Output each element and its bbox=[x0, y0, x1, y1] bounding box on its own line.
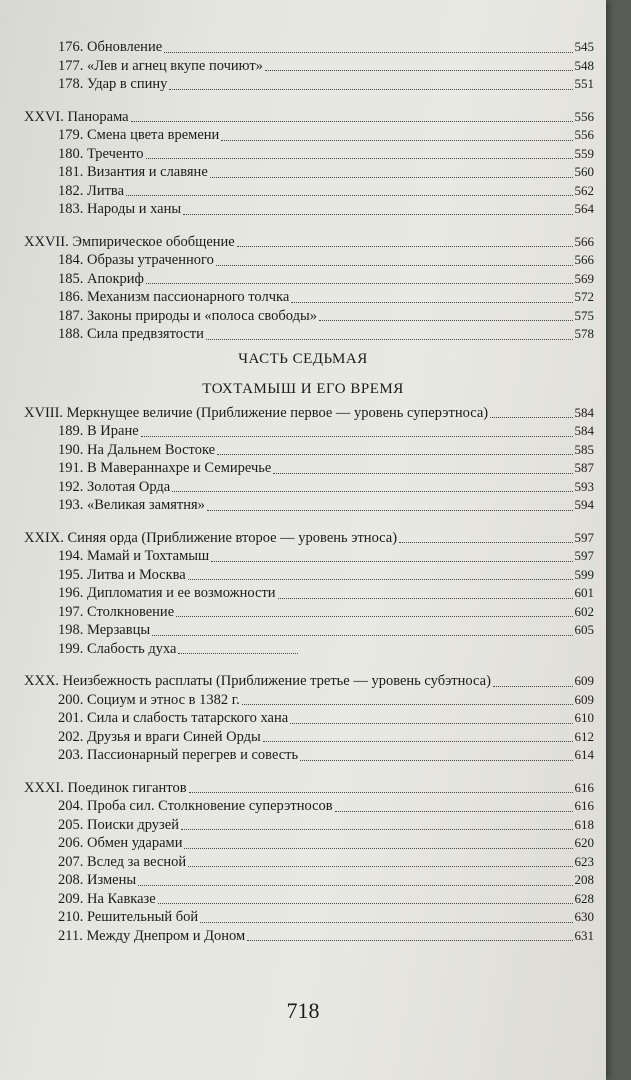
entry-title: 199. Слабость духа bbox=[58, 640, 177, 657]
entry-title: 206. Обмен ударами bbox=[58, 835, 183, 851]
toc-chapter-entry bbox=[0, 404, 606, 423]
toc-section-entry bbox=[0, 126, 606, 145]
entry-page-number: 609 bbox=[574, 673, 594, 688]
leader-dots bbox=[290, 722, 573, 724]
table-of-contents bbox=[0, 38, 606, 945]
leader-dots bbox=[399, 541, 573, 543]
leader-dots bbox=[188, 865, 573, 867]
toc-section-entry bbox=[0, 200, 606, 219]
entry-page-number: 569 bbox=[574, 270, 594, 286]
toc-section-entry bbox=[0, 163, 606, 182]
leader-dots bbox=[181, 828, 573, 830]
entry-page-number: 559 bbox=[574, 145, 594, 161]
page-number: 718 bbox=[286, 998, 320, 1023]
entry-page-number: 618 bbox=[574, 816, 594, 832]
entry-page-number: 562 bbox=[574, 182, 594, 198]
leader-dots bbox=[211, 560, 573, 562]
entry-title: 195. Литва и Москва bbox=[58, 566, 186, 583]
entry-page-number: 578 bbox=[574, 326, 594, 341]
toc-section-entry bbox=[0, 621, 606, 640]
toc-section-entry bbox=[0, 182, 606, 201]
toc-section-entry bbox=[0, 566, 606, 585]
entry-page-number: 614 bbox=[574, 747, 594, 762]
leader-dots bbox=[178, 652, 298, 654]
entry-page-number: 616 bbox=[574, 779, 594, 795]
entry-page-number: 597 bbox=[574, 548, 594, 563]
leader-dots bbox=[273, 472, 573, 474]
entry-title: 176. Обновление bbox=[58, 39, 163, 55]
entry-title: 208. Измены bbox=[58, 872, 137, 888]
entry-page-number: 575 bbox=[574, 307, 594, 323]
section-gap bbox=[0, 94, 606, 108]
leader-dots bbox=[206, 338, 573, 340]
leader-dots bbox=[278, 597, 573, 599]
entry-page-number: 566 bbox=[574, 233, 594, 249]
entry-title: 203. Пассионарный перегрев и совесть bbox=[58, 747, 299, 763]
leader-dots bbox=[291, 301, 573, 303]
entry-title: 209. На Кавказе bbox=[58, 890, 156, 907]
entry-title: 193. «Великая замятня» bbox=[58, 497, 205, 513]
entry-title: 179. Смена цвета времени bbox=[58, 127, 220, 143]
entry-title: 192. Золотая Орда bbox=[58, 478, 171, 495]
toc-section-entry bbox=[0, 927, 606, 946]
entry-title: 189. В Иране bbox=[58, 423, 139, 439]
leader-dots bbox=[141, 435, 573, 437]
leader-dots bbox=[221, 139, 573, 141]
leader-dots bbox=[176, 615, 573, 617]
toc-section-entry bbox=[0, 422, 606, 441]
leader-dots bbox=[138, 884, 573, 886]
entry-page-number: 631 bbox=[574, 927, 594, 943]
entry-title: 186. Механизм пассионарного толчка bbox=[58, 289, 290, 305]
entry-title: XXX. Неизбежность расплаты (Приближение третье — уровень субэтноса) bbox=[24, 673, 491, 689]
entry-title: 200. Социум и этнос в 1382 г. bbox=[58, 691, 240, 708]
entry-title: 177. «Лев и агнец вкупе почиют» bbox=[58, 57, 263, 74]
entry-title: XXVII. Эмпирическое обобщение bbox=[24, 233, 235, 250]
entry-title: 204. Проба сил. Столкновение суперэтносов bbox=[58, 798, 333, 814]
entry-page-number: 556 bbox=[574, 108, 594, 124]
leader-dots bbox=[216, 264, 573, 266]
entry-title: 183. Народы и ханы bbox=[58, 201, 182, 217]
entry-title: 191. В Мавераннахре и Семиречье bbox=[58, 460, 272, 476]
entry-title: 185. Апокриф bbox=[58, 270, 144, 287]
entry-page-number: 545 bbox=[574, 39, 594, 54]
leader-dots bbox=[184, 847, 573, 849]
leader-dots bbox=[158, 902, 573, 904]
entry-title: XXVI. Панорама bbox=[24, 108, 129, 125]
entry-title: 194. Мамай и Тохтамыш bbox=[58, 548, 210, 564]
toc-section-entry bbox=[0, 325, 606, 344]
leader-dots bbox=[207, 509, 573, 511]
leader-dots bbox=[200, 921, 573, 923]
entry-page-number: 610 bbox=[574, 710, 594, 725]
toc-section-entry bbox=[0, 797, 606, 816]
toc-chapter-entry bbox=[0, 672, 606, 691]
entry-page-number: 551 bbox=[574, 76, 594, 91]
leader-dots bbox=[169, 88, 573, 90]
toc-section-entry bbox=[0, 890, 606, 909]
toc-section-entry bbox=[0, 547, 606, 566]
entry-title: 207. Вслед за весной bbox=[58, 853, 187, 870]
leader-dots bbox=[263, 740, 573, 742]
leader-dots bbox=[126, 194, 573, 196]
entry-title: 187. Законы природы и «полоса свободы» bbox=[58, 307, 317, 324]
leader-dots bbox=[164, 51, 573, 53]
entry-title: 182. Литва bbox=[58, 182, 125, 199]
entry-page-number: 597 bbox=[574, 529, 594, 545]
entry-title: XXIX. Синяя орда (Приближение второе — уровень этноса) bbox=[24, 529, 398, 546]
leader-dots bbox=[146, 282, 573, 284]
toc-section-entry bbox=[0, 288, 606, 307]
leader-dots bbox=[237, 245, 573, 247]
entry-title: 202. Друзья и враги Синей Орды bbox=[58, 728, 261, 745]
toc-section-entry bbox=[0, 496, 606, 515]
entry-page-number: 630 bbox=[574, 909, 594, 924]
part-heading: ТОХТАМЫШ И ЕГО ВРЕМЯ bbox=[202, 380, 404, 397]
toc-section-entry bbox=[0, 834, 606, 853]
leader-dots bbox=[247, 939, 573, 941]
entry-page-number: 587 bbox=[574, 460, 594, 475]
entry-page-number: 208 bbox=[574, 872, 594, 887]
entry-page-number: 628 bbox=[574, 890, 594, 906]
leader-dots bbox=[146, 157, 573, 159]
leader-dots bbox=[172, 490, 573, 492]
leader-dots bbox=[217, 453, 573, 455]
entry-page-number: 556 bbox=[574, 127, 594, 142]
entry-page-number: 605 bbox=[574, 622, 594, 637]
entry-title: 201. Сила и слабость татарского хана bbox=[58, 710, 289, 726]
entry-title: 197. Столкновение bbox=[58, 603, 175, 620]
section-gap bbox=[0, 658, 606, 672]
toc-section-entry bbox=[0, 441, 606, 460]
section-gap bbox=[0, 515, 606, 529]
toc-section-entry bbox=[0, 57, 606, 76]
entry-page-number: 548 bbox=[574, 57, 594, 73]
toc-section-entry bbox=[0, 816, 606, 835]
entry-page-number: 564 bbox=[574, 201, 594, 216]
entry-page-number: 599 bbox=[574, 566, 594, 582]
leader-dots bbox=[490, 416, 573, 418]
toc-section-entry bbox=[0, 270, 606, 289]
entry-page-number: 593 bbox=[574, 478, 594, 494]
entry-page-number: 602 bbox=[574, 603, 594, 619]
toc-section-entry bbox=[0, 251, 606, 270]
entry-title: 184. Образы утраченного bbox=[58, 252, 214, 268]
toc-section-entry bbox=[0, 709, 606, 728]
toc-section-entry bbox=[0, 459, 606, 478]
entry-page-number: 584 bbox=[574, 404, 594, 420]
leader-dots bbox=[152, 634, 573, 636]
entry-page-number: 566 bbox=[574, 252, 594, 267]
leader-dots bbox=[493, 685, 573, 687]
entry-page-number: 572 bbox=[574, 289, 594, 304]
part-heading: ЧАСТЬ СЕДЬМАЯ bbox=[238, 350, 368, 367]
toc-section-entry bbox=[0, 746, 606, 765]
toc-chapter-entry bbox=[0, 779, 606, 798]
leader-dots bbox=[335, 810, 573, 812]
entry-page-number: 594 bbox=[574, 497, 594, 512]
leader-dots bbox=[131, 120, 573, 122]
toc-section-entry bbox=[0, 584, 606, 603]
entry-page-number: 601 bbox=[574, 585, 594, 600]
leader-dots bbox=[242, 703, 573, 705]
entry-title: 198. Мерзавцы bbox=[58, 622, 151, 638]
leader-dots bbox=[300, 759, 573, 761]
toc-section-entry bbox=[0, 38, 606, 57]
entry-title: 178. Удар в спину bbox=[58, 76, 168, 92]
toc-section-entry bbox=[0, 603, 606, 622]
toc-section-entry bbox=[0, 145, 606, 164]
entry-title: XXXI. Поединок гигантов bbox=[24, 779, 187, 796]
leader-dots bbox=[189, 791, 573, 793]
leader-dots bbox=[210, 176, 573, 178]
toc-section-entry bbox=[0, 853, 606, 872]
toc-section-entry bbox=[0, 691, 606, 710]
entry-title: 210. Решительный бой bbox=[58, 909, 199, 925]
entry-title: 205. Поиски друзей bbox=[58, 816, 179, 833]
entry-title: 180. Треченто bbox=[58, 145, 144, 162]
toc-chapter-entry bbox=[0, 233, 606, 252]
entry-title: XVIII. Меркнущее величие (Приближение первое — уровень суперэтноса) bbox=[24, 404, 489, 421]
entry-page-number: 616 bbox=[574, 798, 594, 813]
section-gap bbox=[0, 219, 606, 233]
section-gap bbox=[0, 765, 606, 779]
toc-chapter-entry bbox=[0, 108, 606, 127]
leader-dots bbox=[188, 578, 573, 580]
toc-section-entry bbox=[0, 908, 606, 927]
entry-title: 196. Дипломатия и ее возможности bbox=[58, 585, 276, 601]
toc-section-entry bbox=[0, 728, 606, 747]
entry-title: 188. Сила предвзятости bbox=[58, 326, 204, 342]
leader-dots bbox=[183, 213, 573, 215]
entry-page-number: 620 bbox=[574, 835, 594, 850]
leader-dots bbox=[265, 69, 573, 71]
toc-section-entry bbox=[0, 871, 606, 890]
entry-page-number: 623 bbox=[574, 853, 594, 869]
entry-page-number: 585 bbox=[574, 441, 594, 457]
entry-title: 181. Византия и славяне bbox=[58, 164, 208, 180]
toc-section-entry bbox=[0, 307, 606, 326]
entry-title: 211. Между Днепром и Доном bbox=[58, 927, 246, 944]
entry-page-number: 609 bbox=[574, 691, 594, 707]
toc-section-entry bbox=[0, 75, 606, 94]
entry-page-number: 584 bbox=[574, 423, 594, 438]
toc-section-entry bbox=[0, 478, 606, 497]
toc-chapter-entry bbox=[0, 529, 606, 548]
entry-page-number: 612 bbox=[574, 728, 594, 744]
toc-section-entry bbox=[0, 640, 606, 659]
entry-title: 190. На Дальнем Востоке bbox=[58, 441, 216, 458]
leader-dots bbox=[319, 319, 573, 321]
entry-page-number: 560 bbox=[574, 164, 594, 179]
